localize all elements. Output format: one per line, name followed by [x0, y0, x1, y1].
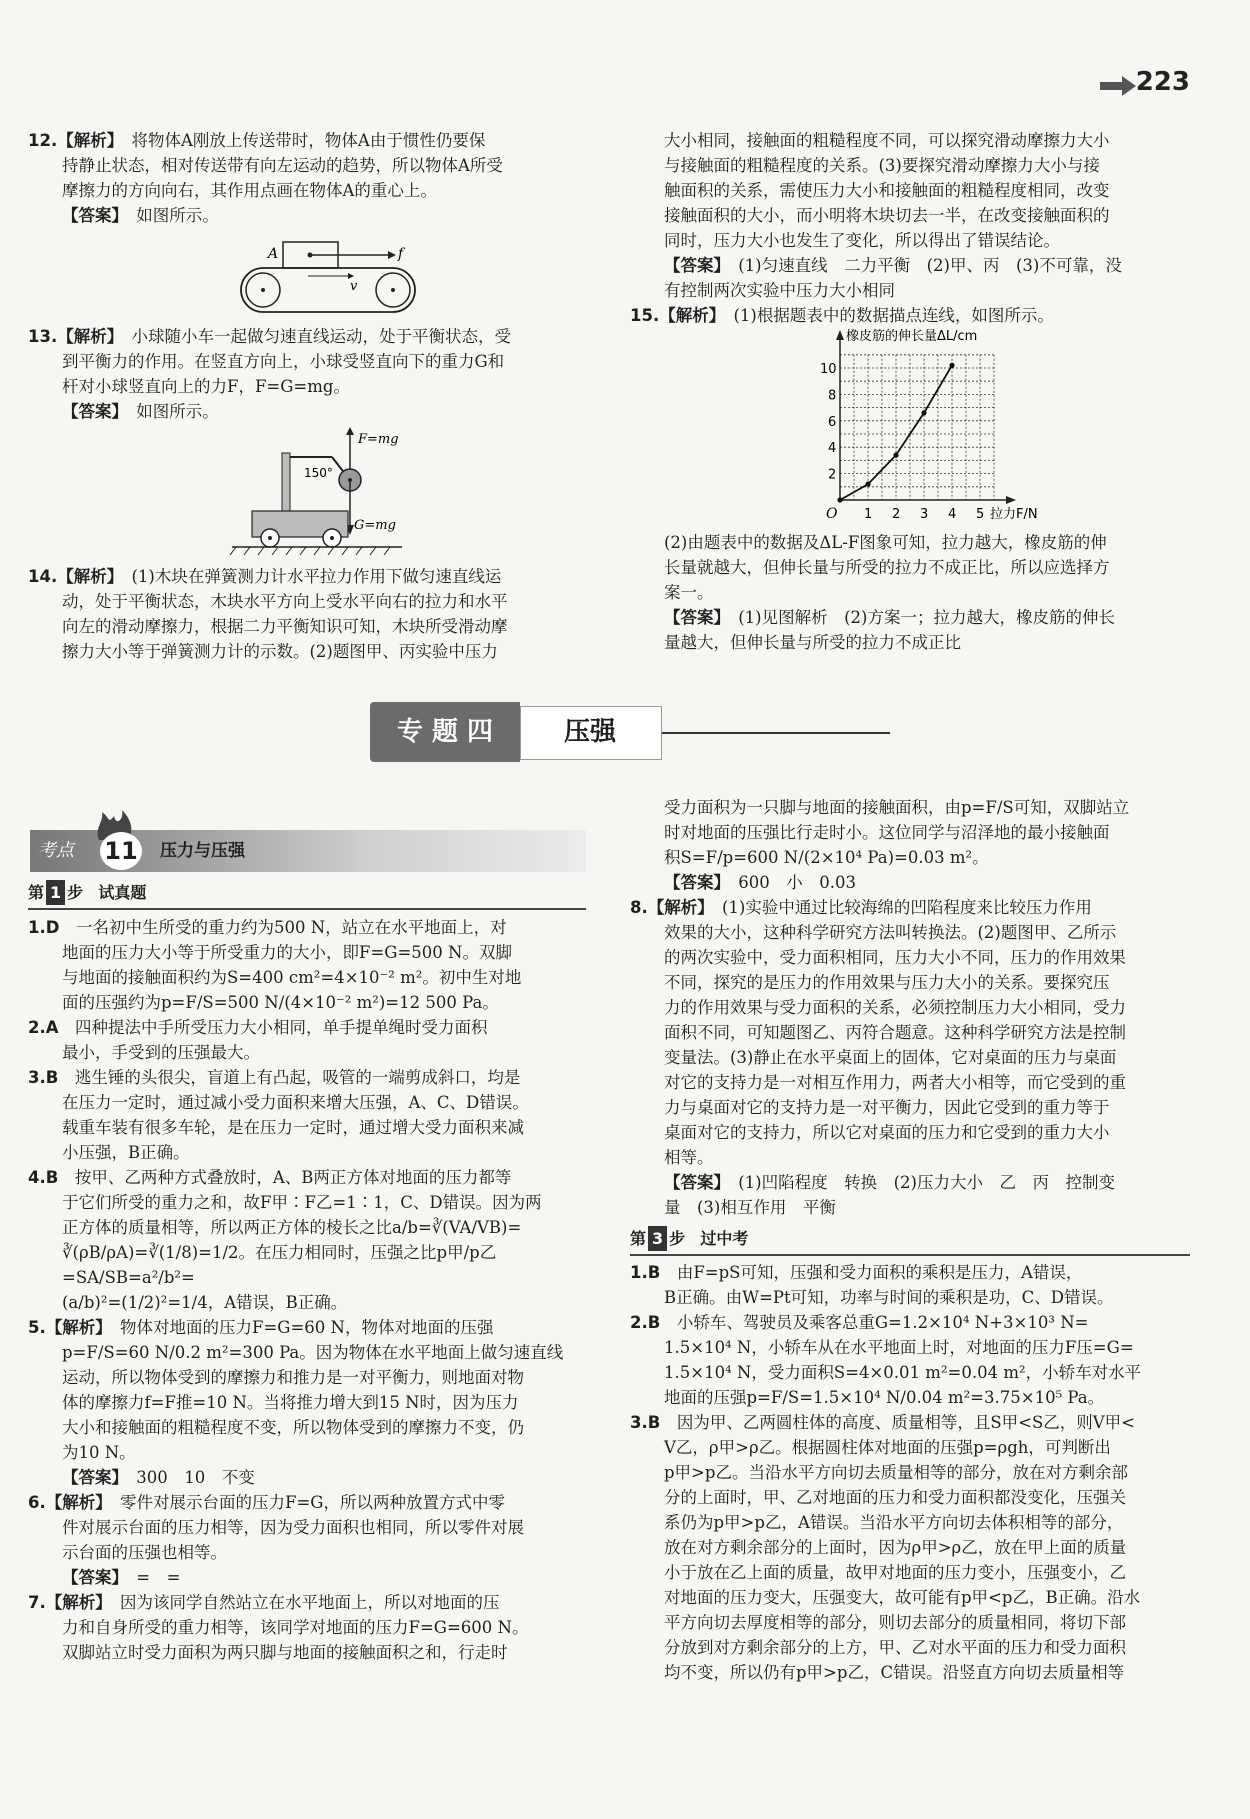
y-axis-arrow	[836, 330, 844, 340]
q14-answer: (1)匀速直线 二力平衡 (2)甲、丙 (3)不可靠，没	[738, 256, 1122, 275]
x-tick-label: 1	[864, 507, 873, 522]
item-key: 【解析】	[45, 1493, 104, 1512]
q13-line: 到平衡力的作用。在竖直方向上，小球受竖直向下的重力G和	[62, 352, 505, 371]
q12-line: 摩擦力的方向向右，其作用点画在物体A的重心上。	[62, 181, 437, 200]
item-line: 对它的支持力是一对相互作用力，两者大小相等，而它受到的重	[664, 1073, 1126, 1092]
item-line: 按甲、乙两种方式叠放时，A、B两正方体对地面的压力都等	[74, 1168, 512, 1187]
q13-line: 杆对小球竖直向上的力F，F=G=mg。	[62, 377, 350, 396]
item-line: 运动，所以物体受到的摩擦力和推力是一对平衡力，则地面对物	[62, 1368, 524, 1387]
lb-q4	[28, 1165, 588, 1315]
item-key: D	[45, 918, 60, 937]
lb-q3	[28, 1065, 588, 1165]
q14-cont-line: 接触面积的大小，而小明将木块切去一半，在改变接触面积的	[664, 206, 1110, 225]
answer-tag: 【答案】	[62, 1568, 120, 1587]
item-line: 小轿车、驾驶员及乘客总重G=1.2×10⁴ N+3×10³ N=	[676, 1313, 1089, 1332]
item-number: 2.	[28, 1018, 46, 1037]
step1-pre: 第	[28, 883, 45, 902]
item-line: 力与桌面对它的支持力是一对平衡力，因此它受到的重力等于	[664, 1098, 1110, 1117]
item-line: 因为该同学自然站立在水平地面上，所以对地面的压	[120, 1593, 500, 1612]
item-line: 小于放在乙上面的质量，故甲对地面的压力变小，压强变小，乙	[664, 1563, 1126, 1582]
x-tick-label: 2	[892, 507, 901, 522]
x-axis-label: 拉力F/N	[990, 507, 1038, 522]
q14-line: 动，处于平衡状态，木块水平方向上受水平向右的拉力和水平	[62, 592, 508, 611]
item-line: 放在对方剩余部分的上面时，因为ρ甲>ρ乙，放在甲上面的质量	[664, 1538, 1127, 1557]
item-line: 的两次实验中，受力面积相同，压力大小不同，压力的作用效果	[664, 948, 1126, 967]
q15-number: 15.	[630, 306, 660, 325]
step3-header	[630, 1226, 1190, 1256]
item-line: 1.5×10⁴ N，小轿车从在水平地面上时，对地面的压力F压=G=	[664, 1338, 1134, 1357]
fig12-label-a: A	[268, 246, 279, 262]
item-line: 在压力一定时，通过减小受力面积来增大压强，A、C、D错误。	[62, 1093, 529, 1112]
left-bottom-column	[28, 915, 588, 1665]
item-number: 6.	[28, 1493, 46, 1512]
item-number: 1.	[630, 1263, 648, 1282]
item-line: B正确。由W=Pt可知，功率与时间的乘积是功，C、D错误。	[664, 1288, 1114, 1307]
step3-title: 过中考	[700, 1229, 749, 1248]
item-number: 4.	[28, 1168, 46, 1187]
step1-header	[28, 880, 586, 910]
q14-cont-line: 同时，压力大小也发生了变化，所以得出了错误结论。	[664, 231, 1060, 250]
q13	[28, 324, 588, 424]
item-number: 2.	[630, 1313, 648, 1332]
y-tick-label: 2	[828, 467, 837, 483]
item-line: 系仍为p甲>p乙，A错误。当沿水平方向切去体积相等的部分，	[664, 1513, 1124, 1532]
answer-tag: 【答案】	[664, 1173, 722, 1192]
answer-text: = =	[136, 1568, 181, 1587]
q12	[28, 128, 588, 228]
answer-text: 量 (3)相互作用 平衡	[664, 1198, 836, 1217]
item-line: 双脚站立时受力面积为两只脚与地面的接触面积之和，行走时	[62, 1643, 508, 1662]
q15-answer: 量越大，但伸长量与所受的拉力不成正比	[664, 633, 961, 652]
answer-text: 600 小 0.03	[738, 873, 856, 892]
kaodian-title: 压力与压强	[160, 841, 245, 861]
item-line: 零件对展示台面的压力F=G，所以两种放置方式中零	[120, 1493, 505, 1512]
elongation-force-chart	[808, 328, 1048, 528]
x-tick-label: 5	[976, 507, 985, 522]
step1-post: 步	[67, 883, 84, 902]
item-line: 地面的压强p=F/S=1.5×10⁴ N/0.04 m²=3.75×10⁵ Pa。	[664, 1388, 1105, 1407]
item-line: 面的压强约为p=F/S=500 N/(4×10⁻² m²)=12 500 Pa。	[62, 993, 499, 1012]
q15-tag: 【解析】	[659, 306, 717, 325]
q14-answer: 有控制两次实验中压力大小相同	[664, 281, 895, 300]
y-tick-label: 6	[828, 414, 837, 430]
q15-answer: (1)见图解析 (2)方案一；拉力越大，橡皮筋的伸长	[738, 608, 1115, 627]
item-number: 1.	[28, 918, 46, 937]
y-tick-label: 10	[820, 362, 837, 377]
lb-q1	[28, 915, 588, 1015]
q14-line: 向左的滑动摩擦力，根据二力平衡知识可知，木块所受滑动摩	[62, 617, 508, 636]
item-key: B	[45, 1168, 59, 1187]
item-line: 地面的压力大小等于所受重力的大小，即F=G=500 N。双脚	[62, 943, 512, 962]
q14-line: (1)木块在弹簧测力计水平拉力作用下做匀速直线运	[131, 567, 502, 586]
data-point	[865, 482, 870, 487]
rb-s3-q3	[630, 1410, 1190, 1685]
item-number: 3.	[630, 1413, 648, 1432]
q15-line: (2)由题表中的数据及ΔL-F图象可知，拉力越大，橡皮筋的伸	[664, 533, 1107, 552]
item-key: B	[45, 1068, 59, 1087]
q14-answer-tag: 【答案】	[664, 256, 722, 275]
item-key: B	[647, 1263, 661, 1282]
left-top-column	[28, 128, 588, 228]
item-line: 变量法。(3)静止在水平桌面上的固体，它对桌面的压力与桌面	[664, 1048, 1117, 1067]
item-key: B	[647, 1313, 661, 1332]
cart-ball-figure	[222, 425, 432, 555]
item-line: 示台面的压强也相等。	[62, 1543, 227, 1562]
item-line: 面积不同，可知题图乙、丙符合题意。这种科学研究方法是控制	[664, 1023, 1126, 1042]
item-line: (a/b)²=(1/2)²=1/4，A错误，B正确。	[62, 1293, 348, 1312]
fig12-label-f: f	[398, 246, 404, 262]
page-arrow-icon	[1100, 76, 1136, 103]
item-number: 8.	[630, 898, 648, 917]
kaodian-header	[30, 830, 586, 872]
rb-s3-q2	[630, 1310, 1190, 1410]
item-line: 分的上面时，甲、乙对地面的压力和受力面积都没变化，压强关	[664, 1488, 1126, 1507]
item-line: 小压强，B正确。	[62, 1143, 190, 1162]
item-line: 于它们所受的重力之和，故F甲∶F乙=1∶1，C、D错误。因为两	[62, 1193, 542, 1212]
chapter-banner	[370, 702, 890, 762]
item-line: 1.5×10⁴ N，受力面积S=4×0.01 m²=0.04 m²，小轿车对水平	[664, 1363, 1142, 1382]
item-line: 为10 N。	[62, 1443, 136, 1462]
answer-tag: 【答案】	[664, 873, 722, 892]
item-line: 平方向切去厚度相等的部分，则切去部分的质量相同，将切下部	[664, 1613, 1126, 1632]
item-line: 四种提法中手所受压力大小相同，单手提单绳时受力面积	[75, 1018, 488, 1037]
q12-tag: 【解析】	[57, 131, 115, 150]
y-axis-label: 橡皮筋的伸长量ΔL/cm	[846, 329, 978, 344]
y-tick-label: 4	[828, 441, 837, 457]
step3-post: 步	[669, 1229, 686, 1248]
item-line: 物体对地面的压力F=G=60 N，物体对地面的压强	[120, 1318, 494, 1337]
item-line: 载重车装有很多车轮，是在压力一定时，通过增大受力面积来减	[62, 1118, 524, 1137]
q14-line: 擦力大小等于弹簧测力计的示数。(2)题图甲、丙实验中压力	[62, 642, 498, 661]
x-axis-arrow	[1006, 496, 1016, 504]
fig13-label-up: F=mg	[358, 432, 399, 447]
item-line: 由F=pS可知，压强和受力面积的乘积是压力，A错误，	[676, 1263, 1083, 1282]
q7-cont-line: 受力面积为一只脚与地面的接触面积，由p=F/S可知，双脚站立	[664, 798, 1130, 817]
item-line: 正方体的质量相等，所以两正方体的棱长之比a/b=∛(VA/VB)=	[62, 1218, 522, 1237]
item-line: 逃生锤的头很尖，盲道上有凸起，吸管的一端剪成斜口，均是	[74, 1068, 521, 1087]
data-point	[837, 497, 842, 502]
item-key: B	[647, 1413, 661, 1432]
q15-line: 案一。	[664, 583, 714, 602]
kaodian-number: 11	[100, 832, 142, 870]
answer-text: (1)凹陷程度 转换 (2)压力大小 乙 丙 控制变	[738, 1173, 1115, 1192]
q13-tag: 【解析】	[57, 327, 115, 346]
y-tick-label: 8	[828, 388, 837, 404]
item-key: 【解析】	[45, 1593, 104, 1612]
q12-answer-tag: 【答案】	[62, 206, 120, 225]
lb-q5	[28, 1315, 588, 1490]
q13-answer-tag: 【答案】	[62, 402, 120, 421]
q12-number: 12.	[28, 131, 58, 150]
item-line: 力的作用效果与受力面积的关系，必须控制压力大小相同，受力	[664, 998, 1126, 1017]
item-line: 效果的大小，这种科学研究方法叫转换法。(2)题图甲、乙所示	[664, 923, 1117, 942]
item-key: 【解析】	[45, 1318, 104, 1337]
item-number: 5.	[28, 1318, 46, 1337]
rb-s3-q1	[630, 1260, 1190, 1310]
q15-answer-tag: 【答案】	[664, 608, 722, 627]
fig13-label-angle: 150°	[304, 466, 333, 480]
item-line: 桌面对它的支持力，所以它对桌面的压力和它受到的重力大小	[664, 1123, 1110, 1142]
page-number: 223	[1135, 67, 1190, 97]
q13-answer: 如图所示。	[136, 402, 219, 421]
item-number: 3.	[28, 1068, 46, 1087]
item-line: 均不变，所以仍有p甲>p乙，C错误。沿竖直方向切去质量相等	[664, 1663, 1125, 1682]
q13-number: 13.	[28, 327, 58, 346]
banner-left-text: 专 题 四	[396, 717, 494, 747]
lb-q7	[28, 1590, 588, 1665]
q12-line: 持静止状态，相对传送带有向左运动的趋势，所以物体A所受	[62, 156, 503, 175]
data-point	[949, 363, 954, 368]
item-line: (1)实验中通过比较海绵的凹陷程度来比较压力作用	[722, 898, 1092, 917]
q12-answer: 如图所示。	[136, 206, 219, 225]
q14	[28, 564, 588, 664]
origin-label: O	[826, 506, 838, 522]
item-line: 不同，探究的是压力的作用效果与压力大小的关系。要探究压	[664, 973, 1110, 992]
q15-line: 长量就越大，但伸长量与所受的拉力不成正比，所以应选择方	[664, 558, 1110, 577]
item-line: 相等。	[664, 1148, 714, 1167]
item-line: 最小，手受到的压强最大。	[62, 1043, 260, 1062]
x-tick-label: 4	[948, 507, 957, 522]
q7-cont-line: 积S=F/p=600 N/(2×10⁴ Pa)=0.03 m²。	[664, 848, 989, 867]
item-line: 大小和接触面的粗糙程度不变，所以物体受到的摩擦力不变，仍	[62, 1418, 524, 1437]
item-line: p甲>p乙。当沿水平方向切去质量相等的部分，放在对方剩余部	[664, 1463, 1128, 1482]
q14-cont-line: 触面积的关系，需使压力大小和接触面的粗糙程度相同，改变	[664, 181, 1110, 200]
q15-cont	[630, 530, 1190, 655]
step1-num: 1	[46, 880, 65, 905]
rb-q8	[630, 895, 1190, 1220]
item-number: 7.	[28, 1593, 46, 1612]
q15-line: (1)根据题表中的数据描点连线，如图所示。	[733, 306, 1054, 325]
q14-number: 14.	[28, 567, 58, 586]
lb-q2	[28, 1015, 588, 1065]
step3-pre: 第	[630, 1229, 647, 1248]
conveyor-belt-figure	[238, 240, 418, 320]
item-line: p=F/S=60 N/0.2 m²=300 Pa。因为物体在水平地面上做匀速直线	[62, 1343, 564, 1362]
lb-q6	[28, 1490, 588, 1590]
item-line: 与地面的接触面积约为S=400 cm²=4×10⁻² m²。初中生对地	[62, 968, 522, 987]
step1-title: 试真题	[98, 883, 147, 902]
item-key: A	[45, 1018, 59, 1037]
item-line: 体的摩擦力f=F推=10 N。当将推力增大到15 N时，因为压力	[62, 1393, 519, 1412]
right-top-column	[630, 128, 1190, 328]
q14-cont-line: 与接触面的粗糙程度的关系。(3)要探究滑动摩擦力大小与接	[664, 156, 1100, 175]
data-point	[921, 410, 926, 415]
item-line: 力和自身所受的重力相等，该同学对地面的压力F=G=600 N。	[62, 1618, 529, 1637]
kaodian-label: 考点	[38, 840, 74, 861]
q13-line: 小球随小车一起做匀速直线运动，处于平衡状态，受	[131, 327, 511, 346]
right-bottom-column	[630, 795, 1190, 1685]
q12-line: 将物体A刚放上传送带时，物体A由于惯性仍要保	[131, 131, 486, 150]
q14-cont-line: 大小相同，接触面的粗糙程度不同，可以探究滑动摩擦力大小	[664, 131, 1110, 150]
fig12-label-v: v	[350, 279, 358, 294]
item-key: 【解析】	[647, 898, 706, 917]
q14-tag: 【解析】	[57, 567, 115, 586]
fig13-label-down: G=mg	[354, 518, 396, 533]
answer-tag: 【答案】	[62, 1468, 120, 1487]
item-line: 对地面的压力变大，压强变大，故可能有p甲<p乙，B正确。沿水	[664, 1588, 1141, 1607]
item-line: 件对展示台面的压力相等，因为受力面积也相同，所以零件对展	[62, 1518, 524, 1537]
x-tick-label: 3	[920, 507, 929, 522]
item-line: 因为甲、乙两圆柱体的高度、质量相等，且S甲<S乙，则V甲<	[676, 1413, 1136, 1432]
q7-cont-line: 时对地面的压强比行走时小。这位同学与沼泽地的最小接触面	[664, 823, 1110, 842]
item-line: V乙，ρ甲>ρ乙。根据圆柱体对地面的压强p=ρgh，可判断出	[664, 1438, 1111, 1457]
answer-text: 300 10 不变	[136, 1468, 255, 1487]
banner-title: 压强	[563, 717, 616, 747]
item-line: 分放到对方剩余部分的上方，甲、乙对水平面的压力和受力面积	[664, 1638, 1126, 1657]
step3-num: 3	[648, 1226, 667, 1251]
item-line: ∛(ρB/ρA)=∛(1/8)=1/2。在压力相同时，压强之比p甲/p乙=SA/SB=a²/b²=	[62, 1243, 497, 1287]
item-line: 一名初中生所受的重力约为500 N，站立在水平地面上，对	[75, 918, 507, 937]
data-point	[893, 453, 898, 458]
